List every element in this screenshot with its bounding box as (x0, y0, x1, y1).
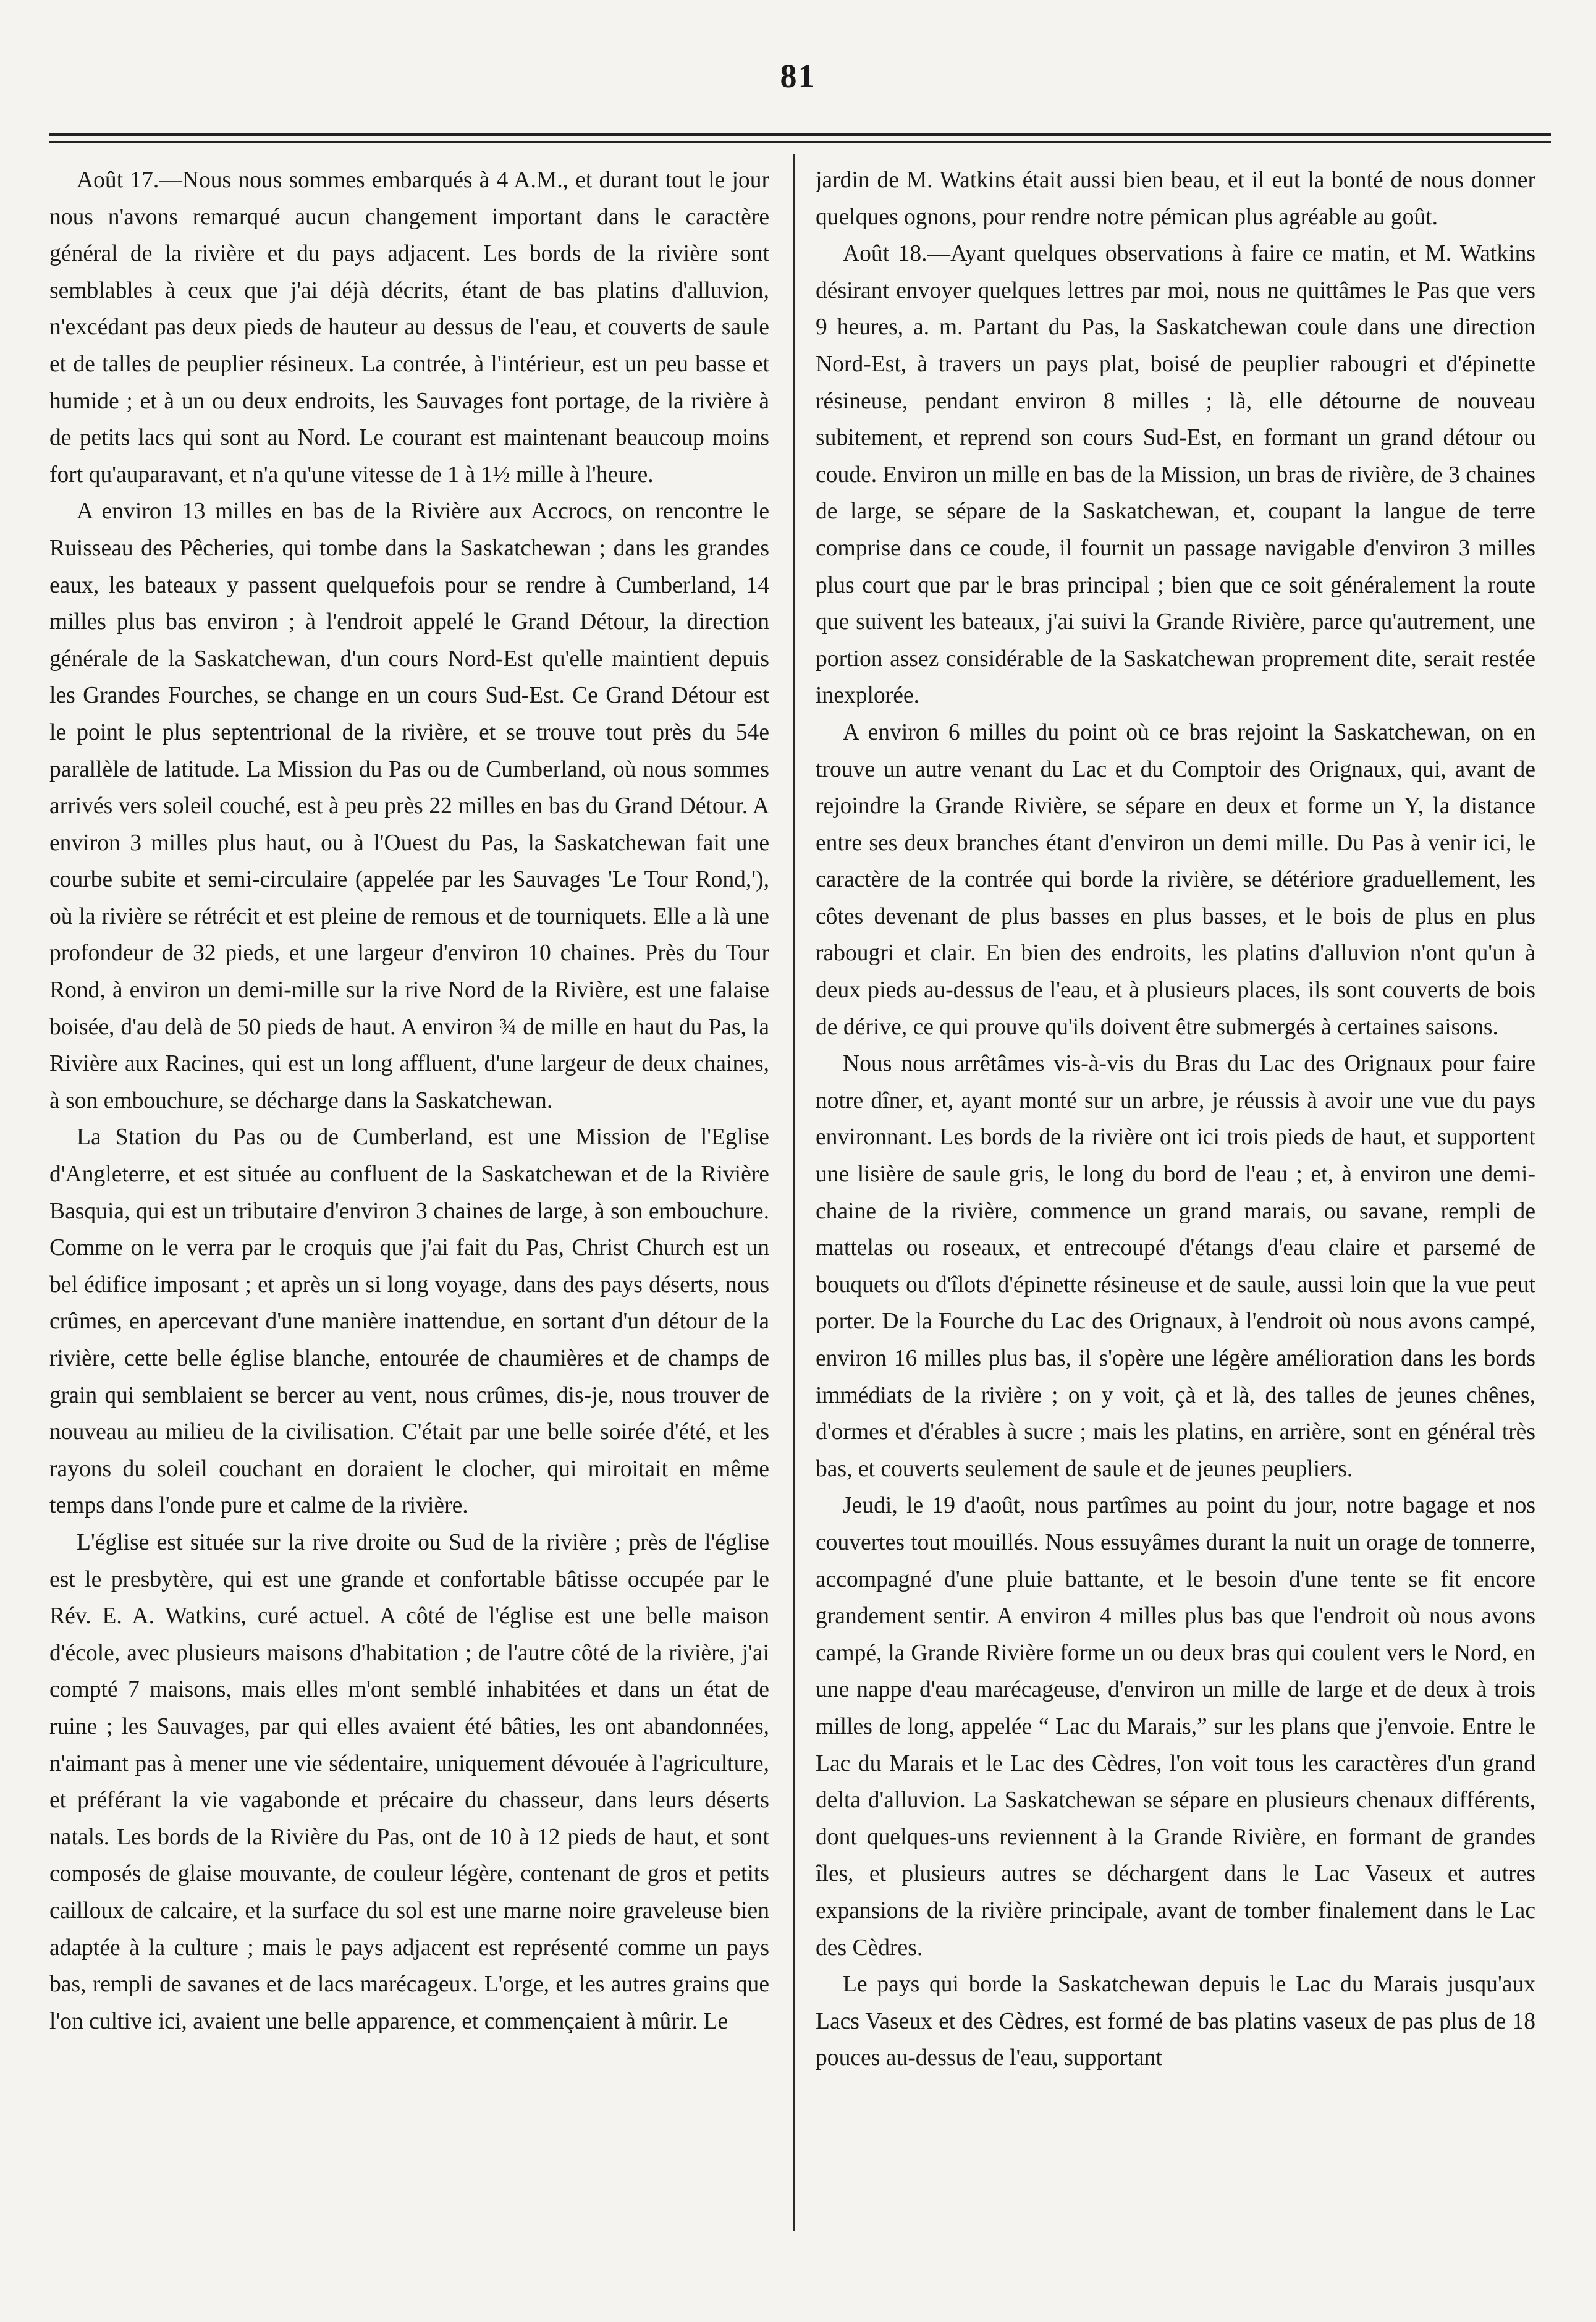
paragraph: La Station du Pas ou de Cumberland, est une Mission de l'Eglise d'Angleterre, et est située au confluent de la Saskatchewan et de la Rivière Basquia, qui est un tributaire d'environ 3 chaines de large, à son embouchure. Comme on le verra par le croquis que j'ai fait du Pas, Christ Church est un bel édifice imposant ; et après un si long voyage, dans des pays déserts, nous crûmes, en apercevant d'une manière inattendue, en sortant d'un détour de la rivière, cette belle église blanche, entourée de chaumières et de champs de grain qui semblaient se bercer au vent, nous crûmes, dis-je, nous trouver de nouveau au milieu de la civilisation. C'était par une belle soirée d'été, et les rayons du soleil couchant en doraient le clocher, qui miroitait en même temps dans l'onde pure et calme de la rivière. (49, 1125, 769, 1519)
paragraph: Août 18.—Ayant quelques observations à faire ce matin, et M. Watkins désirant envoyer quelques lettres par moi, nous ne quittâmes le Pas que vers 9 heures, a. m. Partant du Pas, la Saskatchewan coule dans une direction Nord-Est, à travers un pays plat, boisé de peuplier rabougri et d'épinette résineuse, pendant environ 8 milles ; là, elle détourne de nouveau subitement, et reprend son cours Sud-Est, en formant un grand détour ou coude. Environ un mille en bas de la Mission, un bras de rivière, de 3 chaines de large, se sépare de la Saskatchewan, et, coupant la langue de terre comprise dans ce coude, il fournit un passage navigable d'environ 3 milles plus court que par le bras principal ; bien que ce soit généralement la route que suivent les bateaux, j'ai suivi la Grande Rivière, parce qu'autrement, une portion assez considérable de la Saskatchewan proprement dite, serait restée inexplorée. (816, 241, 1535, 709)
right-column (816, 162, 1535, 2238)
paragraph: Le pays qui borde la Saskatchewan depuis le Lac du Marais jusqu'aux Lacs Vaseux et des Cèdres, est formé de bas platins vaseux de pas plus de 18 pouces au-dessus de l'eau, supportant (816, 1972, 1535, 2071)
paragraph: A environ 13 milles en bas de la Rivière aux Accrocs, on rencontre le Ruisseau des Pêcheries, qui tombe dans la Saskatchewan ; dans les grandes eaux, les bateaux y passent quelquefois pour se rendre à Cumberland, 14 milles plus bas environ ; à l'endroit appelé le Grand Détour, la direction générale de la Saskatchewan, d'un cours Nord-Est qu'elle maintient depuis les Grandes Fourches, se change en un cours Sud-Est. Ce Grand Détour est le point le plus septentrional de la rivière, et se trouve tout près du 54e parallèle de latitude. La Mission du Pas ou de Cumberland, où nous sommes arrivés vers soleil couché, est à peu près 22 milles en bas du Grand Détour. A environ 3 milles plus haut, ou à l'Ouest du Pas, la Saskatchewan fait une courbe subite et semi-circulaire (appelée par les Sauvages 'Le Tour Rond,'), où la rivière se rétrécit et est pleine de remous et de tourniquets. Elle a là une profondeur de 32 pieds, et une largeur d'environ 10 chaines. Près du Tour Rond, à environ un demi-mille sur la rive Nord de la Rivière, est une falaise boisée, d'au delà de 50 pieds de haut. A environ ¾ de mille en haut du Pas, la Rivière aux Racines, qui est un long affluent, d'une largeur de deux chaines, à son embouchure, se décharge dans la Saskatchewan. (49, 499, 769, 1113)
text-columns (49, 162, 1551, 2238)
left-column (49, 162, 769, 2238)
paragraph: jardin de M. Watkins était aussi bien beau, et il eut la bonté de nous donner quelques ognons, pour rendre notre pémican plus agréable au goût. (816, 167, 1535, 230)
paragraph: L'église est située sur la rive droite ou Sud de la rivière ; près de l'église est le presbytère, qui est une grande et confortable bâtisse occupée par le Rév. E. A. Watkins, curé actuel. A côté de l'église est une belle maison d'école, avec plusieurs maisons d'habitation ; de l'autre côté de la rivière, j'ai compté 7 maisons, mais elles m'ont semblé inhabitées et dans un état de ruine ; les Sauvages, par qui elles avaient été bâties, les ont abandonnées, n'aimant pas à mener une vie sédentaire, uniquement dévouée à l'agriculture, et préférant la vie vagabonde et précaire du chasseur, dans leurs déserts natals. Les bords de la Rivière du Pas, ont de 10 à 12 pieds de haut, et sont composés de glaise mouvante, de couleur légère, contenant de gros et petits cailloux de calcaire, et la surface du sol est une marne noire graveleuse bien adaptée à la culture ; mais le pays adjacent est représenté comme un pays bas, rempli de savanes et de lacs marécageux. L'orge, et les autres grains que l'on cultive ici, avaient une belle apparence, et commençaient à mûrir. Le (49, 1529, 769, 2034)
paragraph: A environ 6 milles du point où ce bras rejoint la Saskatchewan, on en trouve un autre venant du Lac et du Comptoir des Orignaux, qui, avant de rejoindre la Grande Rivière, se sépare en deux et forme un Y, la distance entre ses deux branches étant d'environ un demi mille. Du Pas à venir ici, le caractère de la contrée qui borde la rivière, se détériore graduellement, les côtes devenant de plus basses en plus basses, et le bois de plus en plus rabougri et clair. En bien des endroits, les platins d'alluvion n'ont qu'un à deux pieds au-dessus de l'eau, et à plusieurs places, ils sont couverts de bois de dérive, ce qui prouve qu'ils doivent être submergés à certaines saisons. (816, 719, 1535, 1040)
paragraph: Nous nous arrêtâmes vis-à-vis du Bras du Lac des Orignaux pour faire notre dîner, et, ayant monté sur un arbre, je réussis à avoir une vue du pays environnant. Les bords de la rivière ont ici trois pieds de haut, et supportent une lisière de saule gris, le long du bord de l'eau ; et, à environ une demi-chaine de la rivière, commence un grand marais, ou savane, rempli de mattelas ou roseaux, et entrecoupé d'étangs d'eau claire et parsemé de bouquets ou d'îlots d'épinette résineuse et de saule, aussi loin que la vue peut porter. De la Fourche du Lac des Orignaux, à l'endroit où nous avons campé, environ 16 milles plus bas, il s'opère une légère amélioration dans les bords immédiats de la rivière ; on y voit, çà et là, des talles de jeunes chênes, d'ormes et d'érables à sucre ; mais les platins, en arrière, sont en général très bas, et couverts seulement de saule et de jeunes peupliers. (816, 1051, 1535, 1482)
page-number: 81 (780, 57, 816, 95)
header-rule-thin (49, 141, 1551, 143)
column-divider (793, 154, 795, 2231)
paragraph: Août 17.—Nous nous sommes embarqués à 4 A.M., et durant tout le jour nous n'avons remarqué aucun changement important dans le caractère général de la rivière et du pays adjacent. Les bords de la rivière sont semblables à ceux que j'ai déjà décrits, étant de bas platins d'alluvion, n'excédant pas deux pieds de hauteur au dessus de l'eau, et couverts de saule et de talles de peuplier résineux. La contrée, à l'intérieur, est un peu basse et humide ; et à un ou deux endroits, les Sauvages font portage, de la rivière à de petits lacs qui sont au Nord. Le courant est maintenant beaucoup moins fort qu'auparavant, et n'a qu'une vitesse de 1 à 1½ mille à l'heure. (49, 167, 769, 488)
header-rule (49, 133, 1551, 136)
paragraph: Jeudi, le 19 d'août, nous partîmes au point du jour, notre bagage et nos couvertes tout mouillés. Nous essuyâmes durant la nuit un orage de tonnerre, accompagné d'une pluie battante, et le besoin d'une tente se fit encore grandement sentir. A environ 4 milles plus bas que l'endroit où nous avons campé, la Grande Rivière forme un ou deux bras qui coulent vers le Nord, en une nappe d'eau marécageuse, d'environ un mille de large et de deux à trois milles de long, appelée “ Lac du Marais,” sur les plans que j'envoie. Entre le Lac du Marais et le Lac des Cèdres, l'on voit tous les caractères d'un grand delta d'alluvion. La Saskatchewan se sépare en plusieurs chenaux différents, dont quelques-uns reviennent à la Grande Rivière, en formant de grandes îles, et plusieurs autres se déchargent dans le Lac Vaseux et autres expansions de la rivière principale, avant de tomber finalement dans le Lac des Cèdres. (816, 1493, 1535, 1961)
